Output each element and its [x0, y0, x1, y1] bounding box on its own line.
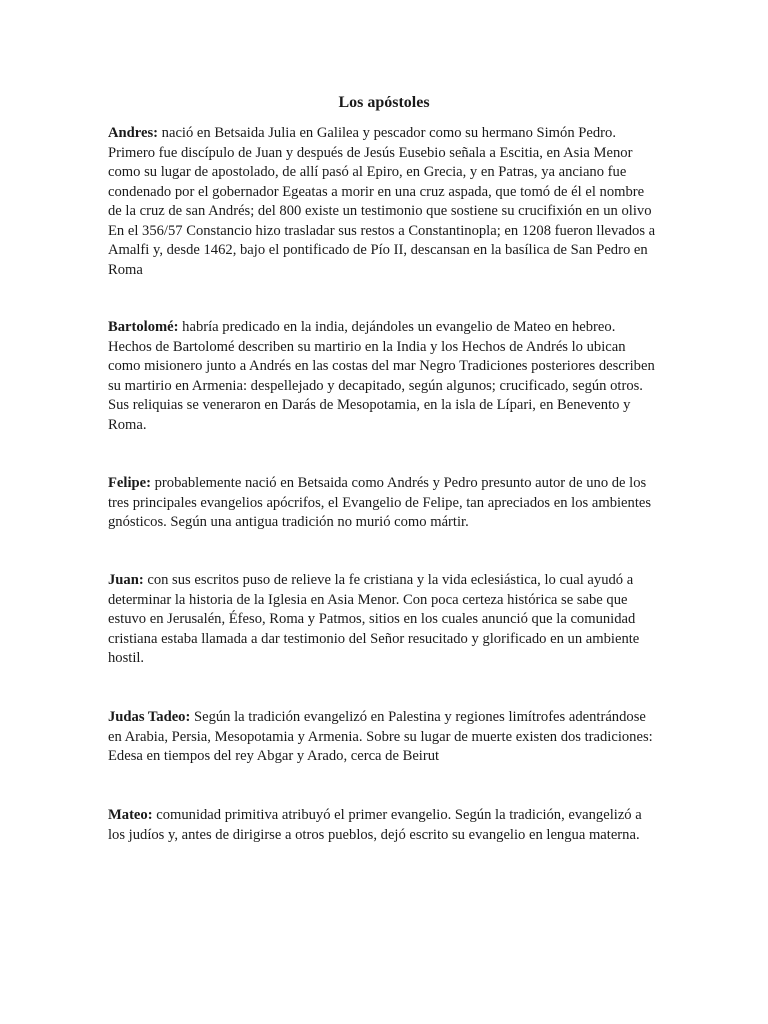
- entry-name: Mateo:: [108, 807, 153, 823]
- entry-text: habría predicado en la india, dejándoles un evangelio de Mateo en hebreo. Hechos de Bartolomé describen su martirio en la India y los Hechos de Andrés lo ubican como misionero junto a Andrés en las costas del mar Negro Tradiciones posteriores describen su martirio en Armenia: despellejado y decapitado, según algunos; crucificado, según otros. Sus reliquias se veneraron en Darás de Mesopotamia, en la isla de Lípari, en Benevento y Roma.: [108, 319, 655, 433]
- entry-name: Felipe:: [108, 475, 151, 491]
- entry-bartolome: [108, 318, 660, 435]
- entry-felipe: [108, 474, 660, 533]
- entry-mateo: [108, 806, 660, 845]
- entry-judas-tadeo: [108, 708, 660, 767]
- entry-name: Juan:: [108, 572, 144, 588]
- entry-text: con sus escritos puso de relieve la fe cristiana y la vida eclesiástica, lo cual ayudó a determinar la historia de la Iglesia en Asia Menor. Con poca certeza histórica se sabe que estuvo en Jerusalén, Éfeso, Roma y Patmos, sitios en los cuales anunció que la comunidad cristiana estaba llamada a dar testimonio del Señor resucitado y glorificado en un ambiente hostil.: [108, 572, 640, 666]
- entry-name: Bartolomé:: [108, 319, 179, 335]
- entry-text: nació en Betsaida Julia en Galilea y pescador como su hermano Simón Pedro. Primero fue discípulo de Juan y después de Jesús Eusebio señala a Escitia, en Asia Menor como su lugar de apostolado, de allí pasó al Epiro, en Grecia, y en Patras, ya anciano fue condenado por el gobernador Egeatas a morir en una cruz aspada, que tomó de él el nombre de la cruz de san Andrés; del 800 existe un testimonio que sostiene su crucifixión en un olivo En el 356/57 Constancio hizo trasladar sus restos a Constantinopla; en 1208 fueron llevados a Amalfi y, desde 1462, bajo el pontificado de Pío II, descansan en la basílica de San Pedro en Roma: [108, 125, 656, 278]
- entry-juan: [108, 571, 660, 669]
- entry-name: Andres:: [108, 125, 159, 141]
- document-title: Los apóstoles: [338, 94, 430, 111]
- entry-text: probablemente nació en Betsaida como Andrés y Pedro presunto autor de uno de los tres principales evangelios apócrifos, el Evangelio de Felipe, tan apreciados en los ambientes gnósticos. Según una antigua tradición no murió como mártir.: [108, 475, 652, 530]
- entry-text: Según la tradición evangelizó en Palestina y regiones limítrofes adentrándose en Arabia, Persia, Mesopotamia y Armenia. Sobre su lugar de muerte existen dos tradiciones: Edesa en tiempos del rey Abgar y Arado, cerca de Beirut: [108, 709, 653, 764]
- entry-text: comunidad primitiva atribuyó el primer evangelio. Según la tradición, evangelizó a los judíos y, antes de dirigirse a otros pueblos, dejó escrito su evangelio en lengua materna.: [108, 807, 642, 843]
- entry-name: Judas Tadeo:: [108, 709, 191, 725]
- entry-andres: [108, 124, 660, 280]
